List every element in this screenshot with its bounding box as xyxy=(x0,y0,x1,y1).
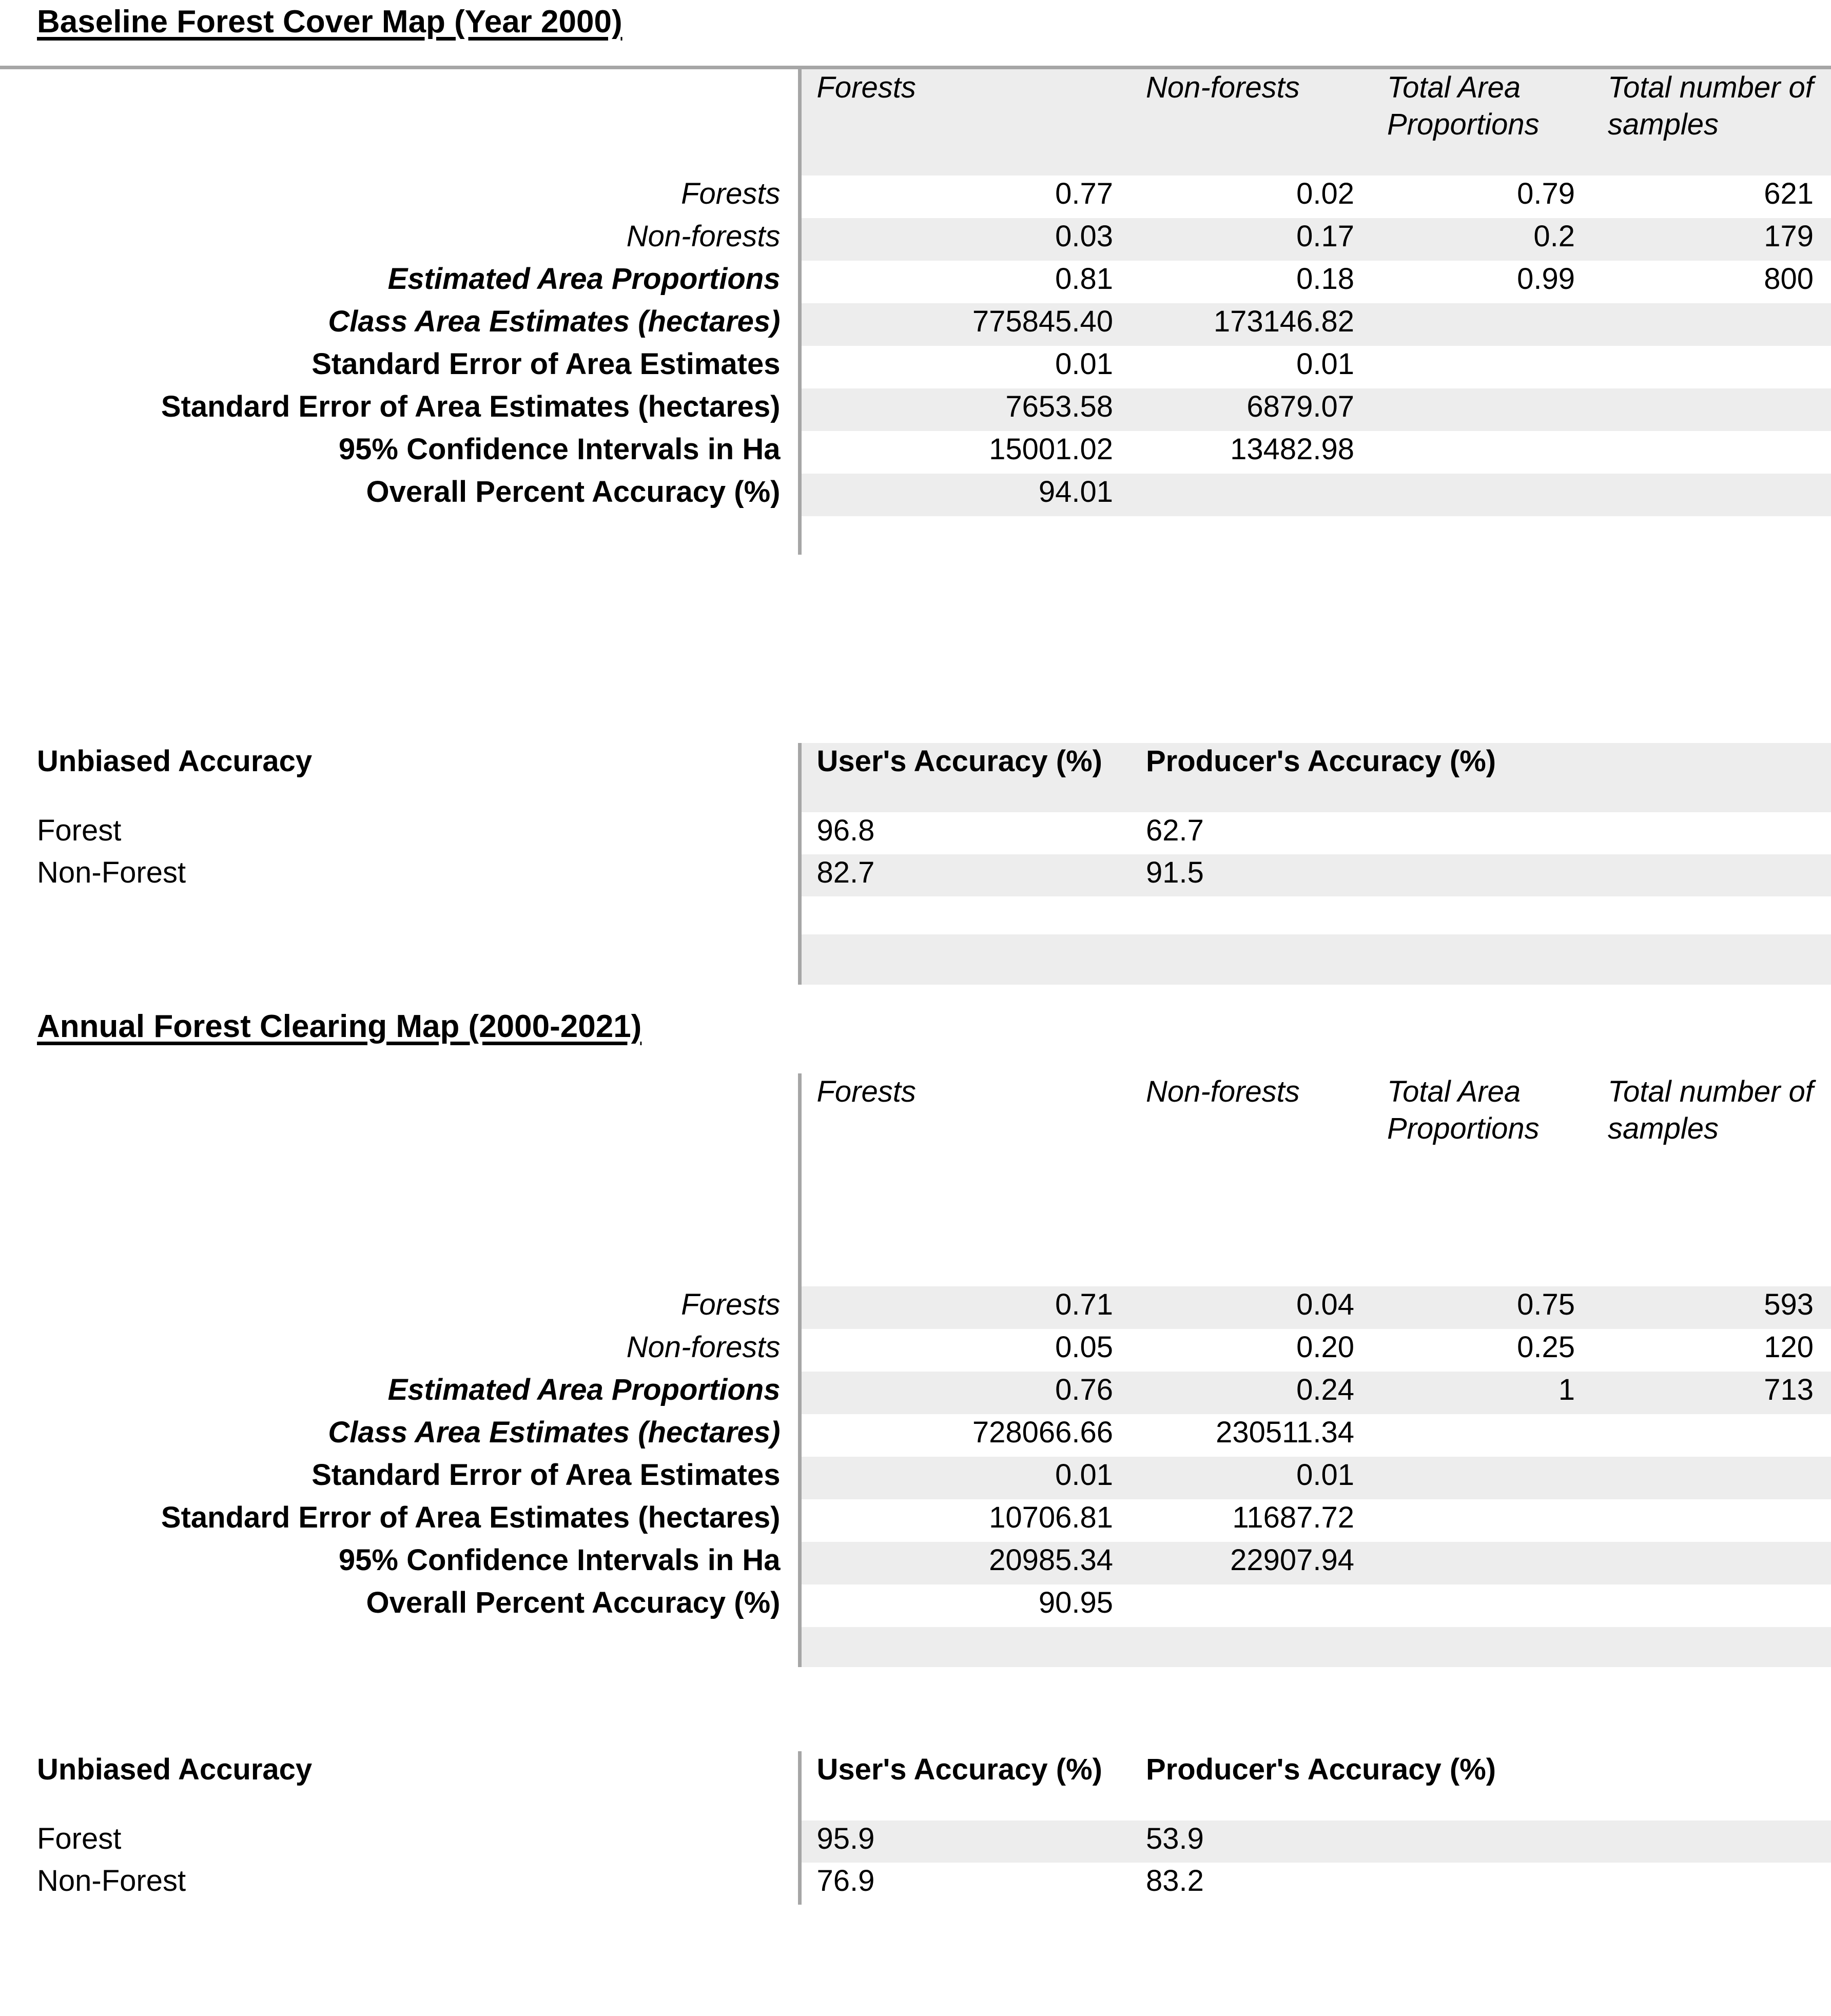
cell-value: 800 xyxy=(1592,261,1831,303)
cell-value: 775845.40 xyxy=(800,303,1131,346)
spacer-cell xyxy=(1131,934,1831,985)
accuracy-header-row xyxy=(0,1751,1831,1821)
cell-value: 621 xyxy=(1592,175,1831,218)
cell-value: 713 xyxy=(1592,1372,1831,1414)
cell-value: 0.01 xyxy=(1131,346,1372,388)
cell-value: 0.17 xyxy=(1131,218,1372,261)
annual-clearing-accuracy-table xyxy=(0,1751,1831,1905)
table-row xyxy=(0,218,1831,261)
cell-value: 0.05 xyxy=(800,1329,1131,1372)
cell-value xyxy=(1592,388,1831,431)
spacer-label xyxy=(0,1627,800,1667)
cell-value: 0.79 xyxy=(1372,175,1592,218)
cell-value: 179 xyxy=(1592,218,1831,261)
cell-value: 91.5 xyxy=(1131,854,1831,896)
column-header-users-accuracy: User's Accuracy (%) xyxy=(800,1751,1131,1821)
cell-value: 1 xyxy=(1372,1372,1592,1414)
column-header-total-number-of-samples: Total number of samples xyxy=(1592,1073,1831,1286)
column-header-total-area-proportions: Total Area Proportions xyxy=(1372,1073,1592,1286)
cell-value xyxy=(1372,1457,1592,1499)
table-row xyxy=(0,812,1831,854)
row-label: Standard Error of Area Estimates (hectares) xyxy=(0,388,800,431)
row-label: Estimated Area Proportions xyxy=(0,261,800,303)
cell-value: 593 xyxy=(1592,1286,1831,1329)
table-row xyxy=(0,474,1831,516)
cell-value: 0.18 xyxy=(1131,261,1372,303)
cell-value: 53.9 xyxy=(1131,1821,1831,1863)
row-label: Forest xyxy=(0,1821,800,1863)
baseline-accuracy-table xyxy=(0,743,1831,985)
cell-value: 83.2 xyxy=(1131,1863,1831,1905)
cell-value xyxy=(1592,1414,1831,1457)
table-row xyxy=(0,1542,1831,1584)
table-header-row xyxy=(0,68,1831,175)
table-row xyxy=(0,175,1831,218)
table-row xyxy=(0,1499,1831,1542)
cell-value: 94.01 xyxy=(800,474,1131,516)
column-header-forests: Forests xyxy=(800,68,1131,175)
cell-value: 0.76 xyxy=(800,1372,1131,1414)
row-label: Class Area Estimates (hectares) xyxy=(0,1414,800,1457)
header-row-label-spacer xyxy=(0,1073,800,1286)
cell-value xyxy=(1372,474,1592,516)
table-row xyxy=(0,261,1831,303)
cell-value: 173146.82 xyxy=(1131,303,1372,346)
spacer-row xyxy=(0,1627,1831,1667)
table-row xyxy=(0,1329,1831,1372)
section-heading-baseline: Baseline Forest Cover Map (Year 2000) xyxy=(37,4,622,40)
cell-value xyxy=(1592,1457,1831,1499)
cell-value: 62.7 xyxy=(1131,812,1831,854)
row-label: Overall Percent Accuracy (%) xyxy=(0,1584,800,1627)
cell-value: 90.95 xyxy=(800,1584,1131,1627)
row-label: Forest xyxy=(0,812,800,854)
spacer-cell xyxy=(800,1627,1131,1667)
table-row xyxy=(0,1457,1831,1499)
row-label: 95% Confidence Intervals in Ha xyxy=(0,1542,800,1584)
spacer-row xyxy=(0,934,1831,985)
cell-value: 13482.98 xyxy=(1131,431,1372,474)
cell-value xyxy=(1592,1542,1831,1584)
column-header-total-area-proportions: Total Area Proportions xyxy=(1372,68,1592,175)
cell-value xyxy=(1372,388,1592,431)
column-header-producers-accuracy: Producer's Accuracy (%) xyxy=(1131,743,1831,812)
cell-value: 0.01 xyxy=(800,346,1131,388)
spacer-row xyxy=(0,516,1831,555)
column-header-total-number-of-samples: Total number of samples xyxy=(1592,68,1831,175)
cell-value: 82.7 xyxy=(800,854,1131,896)
cell-value: 11687.72 xyxy=(1131,1499,1372,1542)
row-label: Standard Error of Area Estimates xyxy=(0,346,800,388)
cell-value: 0.01 xyxy=(1131,1457,1372,1499)
table-row xyxy=(0,303,1831,346)
table-row xyxy=(0,431,1831,474)
cell-value xyxy=(1592,303,1831,346)
column-header-non-forests: Non-forests xyxy=(1131,68,1372,175)
cell-value: 0.2 xyxy=(1372,218,1592,261)
accuracy-header-row xyxy=(0,743,1831,812)
cell-value: 0.99 xyxy=(1372,261,1592,303)
unbiased-accuracy-title: Unbiased Accuracy xyxy=(0,1751,800,1821)
table-row xyxy=(0,1863,1831,1905)
spacer-cell xyxy=(800,896,1131,934)
spacer-cell xyxy=(800,934,1131,985)
cell-value xyxy=(1592,431,1831,474)
spacer-label xyxy=(0,934,800,985)
cell-value: 0.71 xyxy=(800,1286,1131,1329)
spacer-cell xyxy=(1592,1627,1831,1667)
baseline-matrix-table xyxy=(0,66,1831,555)
cell-value: 0.25 xyxy=(1372,1329,1592,1372)
table-row xyxy=(0,388,1831,431)
cell-value xyxy=(1372,1542,1592,1584)
cell-value: 728066.66 xyxy=(800,1414,1131,1457)
cell-value xyxy=(1131,474,1372,516)
section-heading-annual-clearing: Annual Forest Clearing Map (2000-2021) xyxy=(37,1009,642,1044)
cell-value: 10706.81 xyxy=(800,1499,1131,1542)
cell-value: 0.01 xyxy=(800,1457,1131,1499)
annual-clearing-matrix-table xyxy=(0,1073,1831,1667)
cell-value xyxy=(1372,303,1592,346)
unbiased-accuracy-title: Unbiased Accuracy xyxy=(0,743,800,812)
cell-value: 6879.07 xyxy=(1131,388,1372,431)
spacer-cell xyxy=(1131,896,1831,934)
row-label: Estimated Area Proportions xyxy=(0,1372,800,1414)
cell-value: 0.20 xyxy=(1131,1329,1372,1372)
table-row xyxy=(0,346,1831,388)
cell-value xyxy=(1592,1499,1831,1542)
cell-value: 0.03 xyxy=(800,218,1131,261)
row-label: 95% Confidence Intervals in Ha xyxy=(0,431,800,474)
cell-value: 0.81 xyxy=(800,261,1131,303)
column-header-producers-accuracy: Producer's Accuracy (%) xyxy=(1131,1751,1831,1821)
cell-value xyxy=(1592,1584,1831,1627)
spacer-cell xyxy=(1372,516,1592,555)
column-header-forests: Forests xyxy=(800,1073,1131,1286)
spacer-row xyxy=(0,896,1831,934)
row-label: Overall Percent Accuracy (%) xyxy=(0,474,800,516)
table-row xyxy=(0,854,1831,896)
spacer-cell xyxy=(1372,1627,1592,1667)
cell-value xyxy=(1592,346,1831,388)
cell-value xyxy=(1372,346,1592,388)
cell-value: 0.02 xyxy=(1131,175,1372,218)
row-label: Class Area Estimates (hectares) xyxy=(0,303,800,346)
cell-value xyxy=(1372,1414,1592,1457)
spacer-label xyxy=(0,896,800,934)
spacer-cell xyxy=(1592,516,1831,555)
cell-value xyxy=(1372,1499,1592,1542)
spacer-cell xyxy=(1131,1627,1372,1667)
cell-value: 22907.94 xyxy=(1131,1542,1372,1584)
row-label: Non-forests xyxy=(0,218,800,261)
cell-value xyxy=(1372,1584,1592,1627)
row-label: Standard Error of Area Estimates xyxy=(0,1457,800,1499)
cell-value: 20985.34 xyxy=(800,1542,1131,1584)
cell-value: 95.9 xyxy=(800,1821,1131,1863)
cell-value: 230511.34 xyxy=(1131,1414,1372,1457)
cell-value xyxy=(1592,474,1831,516)
header-row-label-spacer xyxy=(0,68,800,175)
row-label: Standard Error of Area Estimates (hectares) xyxy=(0,1499,800,1542)
cell-value: 0.04 xyxy=(1131,1286,1372,1329)
row-label: Non-forests xyxy=(0,1329,800,1372)
table-header-row xyxy=(0,1073,1831,1286)
cell-value: 7653.58 xyxy=(800,388,1131,431)
spacer-cell xyxy=(1131,516,1372,555)
spacer-label xyxy=(0,516,800,555)
cell-value: 0.77 xyxy=(800,175,1131,218)
table-row xyxy=(0,1584,1831,1627)
row-label: Non-Forest xyxy=(0,854,800,896)
row-label: Forests xyxy=(0,1286,800,1329)
row-label: Non-Forest xyxy=(0,1863,800,1905)
cell-value: 76.9 xyxy=(800,1863,1131,1905)
cell-value: 120 xyxy=(1592,1329,1831,1372)
cell-value: 15001.02 xyxy=(800,431,1131,474)
cell-value: 96.8 xyxy=(800,812,1131,854)
row-label: Forests xyxy=(0,175,800,218)
column-header-users-accuracy: User's Accuracy (%) xyxy=(800,743,1131,812)
table-row xyxy=(0,1286,1831,1329)
table-row xyxy=(0,1372,1831,1414)
cell-value: 0.24 xyxy=(1131,1372,1372,1414)
column-header-non-forests: Non-forests xyxy=(1131,1073,1372,1286)
spacer-cell xyxy=(800,516,1131,555)
cell-value xyxy=(1131,1584,1372,1627)
table-row xyxy=(0,1821,1831,1863)
cell-value xyxy=(1372,431,1592,474)
cell-value: 0.75 xyxy=(1372,1286,1592,1329)
table-row xyxy=(0,1414,1831,1457)
